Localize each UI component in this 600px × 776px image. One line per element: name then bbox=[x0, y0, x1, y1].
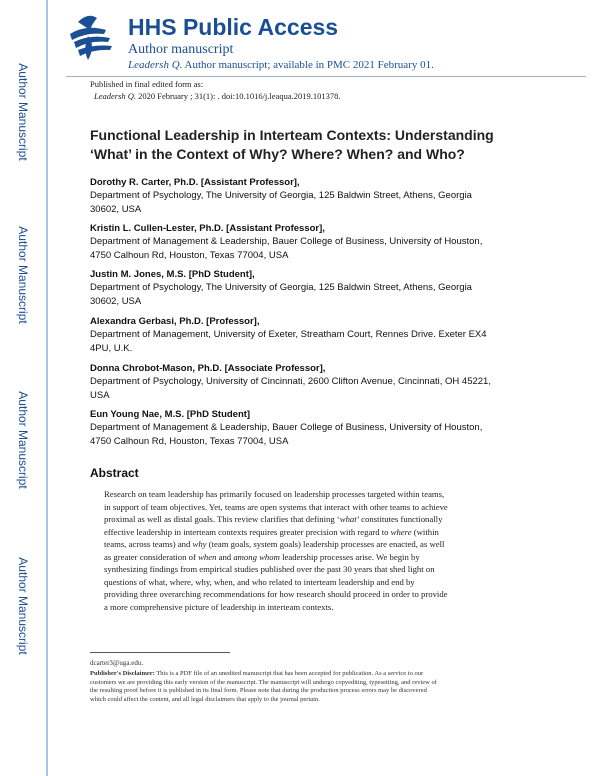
abstract-line: teams, across teams) and why (team goals, system goals) leadership processes are enacted, as well bbox=[104, 539, 445, 549]
abstract-line: Research on team leadership has primarily focused on leadership processes targeted within teams, bbox=[104, 489, 445, 499]
abstract-line: providing three overarching recommendations for how research should proceed in order to provide bbox=[104, 589, 448, 599]
author-affiliation: Department of Management & Leadership, Bauer College of Business, University of Houston, bbox=[90, 236, 483, 247]
journal-abbrev: Leadersh Q. bbox=[94, 91, 137, 101]
sidebar-label: Author Manuscript bbox=[16, 63, 30, 161]
sidebar-label: Author Manuscript bbox=[16, 557, 30, 655]
published-label: Published in final edited form as: bbox=[90, 79, 204, 89]
disclaimer-line: the resulting proof before it is published in its final form. Please note that during the production process errors may be discovered bbox=[90, 687, 427, 694]
abstract-line: a more comprehensive picture of leadership in interteam contexts. bbox=[104, 601, 334, 612]
disclaimer-label: Publisher's Disclaimer: bbox=[90, 670, 155, 677]
disclaimer-line: Publisher's Disclaimer: This is a PDF file of an unedited manuscript that has been accepted for publication. As a service to our bbox=[90, 670, 424, 677]
publisher-disclaimer bbox=[90, 670, 520, 704]
hhs-title: HHS Public Access bbox=[128, 14, 339, 40]
publication-citation bbox=[94, 91, 340, 101]
author-block bbox=[90, 268, 570, 309]
author-block bbox=[90, 362, 570, 403]
hhs-eagle-logo-icon bbox=[66, 12, 116, 64]
author-name: Justin M. Jones, M.S. [PhD Student], bbox=[90, 269, 255, 280]
abstract-line: as greater consideration of when and among whom leadership processes arise. We begin by bbox=[104, 551, 420, 562]
author-block bbox=[90, 408, 570, 449]
author-name: Donna Chrobot-Mason, Ph.D. [Associate Professor], bbox=[90, 363, 326, 374]
availability-line bbox=[128, 59, 434, 71]
abstract-line: questions of what, where, why, when, and who related to interteam leadership and end by bbox=[104, 576, 415, 587]
author-block bbox=[90, 315, 570, 356]
sidebar-label: Author Manuscript bbox=[16, 391, 30, 489]
author-affiliation: 30602, USA bbox=[90, 204, 142, 215]
author-affiliation: Department of Psychology, The University of Georgia, 125 Baldwin Street, Athens, Georgia bbox=[90, 282, 472, 293]
correspondence-email: dcarter3@uga.edu. bbox=[90, 659, 144, 667]
sidebar-label: Author Manuscript bbox=[16, 226, 30, 324]
author-affiliation: USA bbox=[90, 390, 110, 401]
availability-text: Author manuscript; available in PMC 2021 February 01. bbox=[184, 59, 434, 71]
citation-text: 2020 February ; 31(1): . doi:10.1016/j.leaqua.2019.101378. bbox=[138, 91, 341, 101]
author-manuscript-label: Author manuscript bbox=[128, 42, 234, 57]
abstract-line: proximal as well as distal goals. This review clarifies that defining ‘what’ constitutes functionally bbox=[104, 514, 443, 524]
author-name: Dorothy R. Carter, Ph.D. [Assistant Professor], bbox=[90, 177, 300, 188]
abstract-body bbox=[104, 488, 504, 613]
journal-abbrev: Leadersh Q. bbox=[128, 59, 183, 71]
author-block bbox=[90, 176, 570, 217]
footnote-rule bbox=[90, 652, 230, 653]
title-line: Functional Leadership in Interteam Contexts: Understanding bbox=[90, 127, 494, 143]
left-sidebar bbox=[0, 0, 46, 776]
abstract-heading: Abstract bbox=[90, 466, 139, 480]
abstract-line: effective leadership in interteam contexts requires greater precision with regard to where (within bbox=[104, 526, 439, 537]
title-line: ‘What’ in the Context of Why? Where? When? and Who? bbox=[90, 146, 465, 162]
author-affiliation: 4PU, U.K. bbox=[90, 343, 133, 354]
header-rule bbox=[66, 76, 586, 77]
disclaimer-line: customers we are providing this early version of the manuscript. The manuscript will undergo copyediting, typesetting, and review of bbox=[90, 678, 437, 686]
author-block bbox=[90, 222, 570, 263]
author-affiliation: Department of Management & Leadership, Bauer College of Business, University of Houston, bbox=[90, 422, 483, 433]
author-name: Kristin L. Cullen-Lester, Ph.D. [Assistant Professor], bbox=[90, 223, 325, 234]
sidebar-divider bbox=[46, 0, 48, 776]
author-affiliation: Department of Psychology, University of Cincinnati, 2600 Clifton Avenue, Cincinnati, OH 45221, bbox=[90, 376, 491, 387]
abstract-line: synthesizing findings from empirical studies published over the past 30 years that shed light on bbox=[104, 564, 435, 574]
author-name: Alexandra Gerbasi, Ph.D. [Professor], bbox=[90, 316, 260, 327]
author-affiliation: Department of Psychology, The University of Georgia, 125 Baldwin Street, Athens, Georgia bbox=[90, 190, 472, 201]
author-affiliation: 4750 Calhoun Rd, Houston, Texas 77004, USA bbox=[90, 436, 289, 447]
disclaimer-line: which could affect the content, and all legal disclaimers that apply to the journal pertain. bbox=[90, 695, 320, 703]
author-affiliation: 4750 Calhoun Rd, Houston, Texas 77004, USA bbox=[90, 250, 289, 261]
abstract-line: in support of team objectives. Yet, teams are open systems that interact with other teams to achieve bbox=[104, 501, 448, 512]
article-title bbox=[90, 126, 560, 164]
author-name: Eun Young Nae, M.S. [PhD Student] bbox=[90, 409, 251, 420]
author-affiliation: Department of Management, University of Exeter, Streatham Court, Rennes Drive. Exeter EX4 bbox=[90, 329, 487, 340]
author-affiliation: 30602, USA bbox=[90, 296, 142, 307]
